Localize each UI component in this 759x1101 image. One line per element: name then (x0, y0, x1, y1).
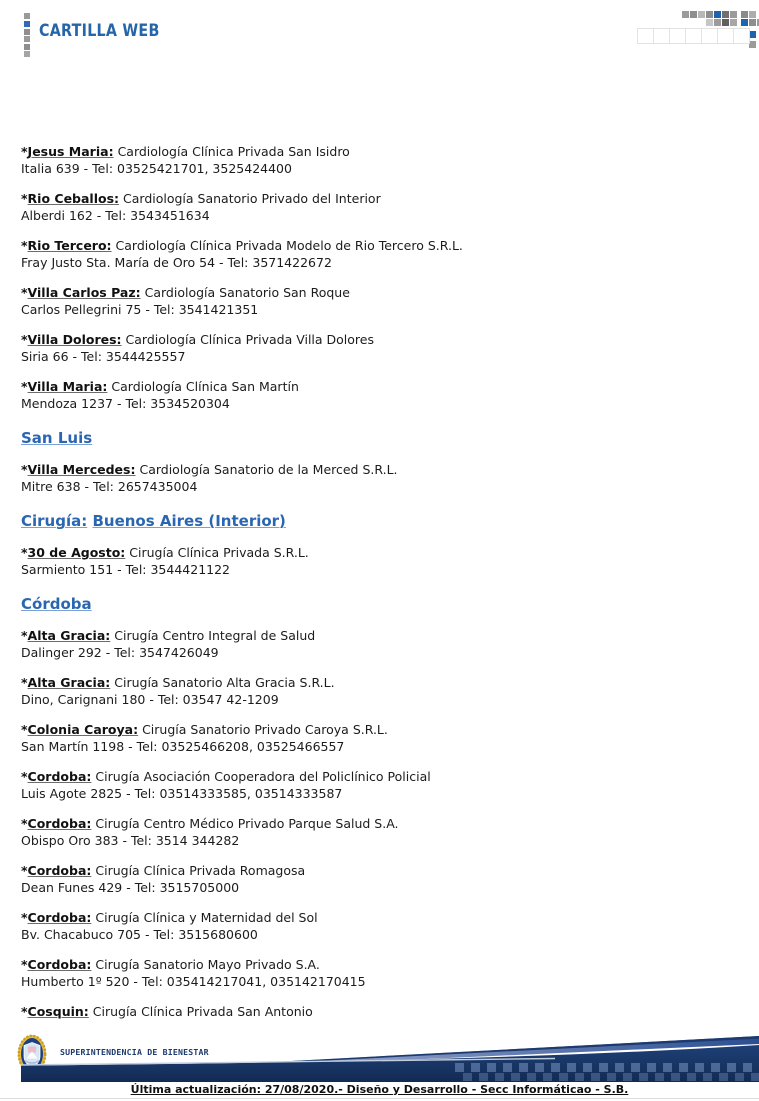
entry-city-name: Cosquin: (27, 1004, 89, 1019)
entry-provider-name: Cirugía Clínica Privada San Antonio (92, 1004, 313, 1019)
section-heading-cirugia (21, 511, 731, 531)
entry-address: Dino, Carignani 180 - Tel: 03547 42-1209 (21, 692, 279, 707)
entry-provider-name: Cardiología Sanatorio San Roque (144, 285, 350, 300)
provider-entry (21, 331, 731, 365)
entry-address: Dalinger 292 - Tel: 3547426049 (21, 645, 219, 660)
entry-city-name: Rio Ceballos: (27, 191, 120, 206)
entry-provider-name: Cirugía Clínica y Maternidad del Sol (95, 910, 318, 925)
entry-bullet: * (21, 1004, 28, 1019)
entry-bullet: * (21, 769, 28, 784)
entry-city-name: Villa Mercedes: (27, 462, 136, 477)
app-title: CARTILLA WEB (39, 21, 160, 41)
entry-bullet: * (21, 957, 28, 972)
entry-provider-name: Cirugía Clínica Privada S.R.L. (129, 545, 309, 560)
entry-provider-name: Cardiología Clínica San Martín (111, 379, 299, 394)
entry-bullet: * (21, 285, 28, 300)
entry-provider-name: Cirugía Centro Médico Privado Parque Salud S.A. (95, 816, 399, 831)
update-text: Última actualización: 27/08/2020.- Diseño y Desarrollo - Secc Informáticao - S.B. (130, 1083, 629, 1096)
section-link[interactable]: San Luis (21, 429, 93, 447)
entry-address: Bv. Chacabuco 705 - Tel: 3515680600 (21, 927, 258, 942)
entry-provider-name: Cirugía Clínica Privada Romagosa (95, 863, 306, 878)
entry-bullet: * (21, 675, 28, 690)
entry-bullet: * (21, 722, 28, 737)
entry-city-name: Rio Tercero: (27, 238, 112, 253)
entry-bullet: * (21, 144, 28, 159)
brand-pixel-strip-icon (24, 13, 30, 19)
entry-address: Mendoza 1237 - Tel: 3534520304 (21, 396, 230, 411)
entry-address: Italia 639 - Tel: 03525421701, 3525424400 (21, 161, 292, 176)
entry-provider-name: Cirugía Asociación Cooperadora del Policlínico Policial (95, 769, 431, 784)
entry-address: Sarmiento 151 - Tel: 3544421122 (21, 562, 231, 577)
entry-address: Obispo Oro 383 - Tel: 3514 344282 (21, 833, 240, 848)
provider-entry (21, 768, 731, 802)
entry-address: Carlos Pellegrini 75 - Tel: 3541421351 (21, 302, 259, 317)
provider-entry (21, 956, 731, 990)
provider-entry (21, 674, 731, 708)
section-heading-cordoba (21, 594, 731, 614)
entry-address: Fray Justo Sta. María de Oro 54 - Tel: 3571422672 (21, 255, 332, 270)
provider-entry (21, 862, 731, 896)
entry-address: Alberdi 162 - Tel: 3543451634 (21, 208, 210, 223)
entry-city-name: Cordoba: (27, 816, 92, 831)
org-name: SUPERINTENDENCIA DE BIENESTAR (60, 1047, 209, 1057)
provider-entry (21, 461, 731, 495)
provider-entry (21, 544, 731, 578)
entry-city-name: Cordoba: (27, 863, 92, 878)
entry-bullet: * (21, 462, 28, 477)
entry-bullet: * (21, 545, 28, 560)
update-status-line (0, 1083, 759, 1097)
entry-city-name: Cordoba: (27, 957, 92, 972)
entry-bullet: * (21, 816, 28, 831)
entry-city-name: Villa Carlos Paz: (27, 285, 141, 300)
entry-address: San Martín 1198 - Tel: 03525466208, 03525466557 (21, 739, 345, 754)
pixel-mosaic-outline-icon (637, 28, 750, 44)
section-link[interactable]: Córdoba (21, 595, 92, 613)
page-header (0, 0, 759, 60)
entry-provider-name: Cardiología Clínica Privada San Isidro (117, 144, 350, 159)
entry-provider-name: Cirugía Sanatorio Mayo Privado S.A. (95, 957, 320, 972)
provider-entry (21, 284, 731, 318)
provider-entry (21, 143, 731, 177)
entry-city-name: 30 de Agosto: (27, 545, 126, 560)
entry-city-name: Alta Gracia: (27, 628, 111, 643)
entry-city-name: Villa Maria: (27, 379, 108, 394)
entry-provider-name: Cardiología Clínica Privada Villa Dolores (125, 332, 374, 347)
bottom-divider (0, 1098, 759, 1099)
entry-bullet: * (21, 191, 28, 206)
entry-address: Mitre 638 - Tel: 2657435004 (21, 479, 198, 494)
provider-entry (21, 190, 731, 224)
provider-entry (21, 815, 731, 849)
provider-directory (21, 143, 731, 1033)
provider-entry (21, 627, 731, 661)
entry-bullet: * (21, 238, 28, 253)
section-link-region[interactable]: Buenos Aires (Interior) (92, 512, 286, 530)
entry-city-name: Colonia Caroya: (27, 722, 139, 737)
entry-city-name: Cordoba: (27, 910, 92, 925)
provider-entry (21, 1003, 731, 1020)
entry-bullet: * (21, 332, 28, 347)
entry-bullet: * (21, 863, 28, 878)
section-heading-san-luis (21, 428, 731, 448)
entry-provider-name: Cardiología Sanatorio Privado del Interior (123, 191, 381, 206)
entry-provider-name: Cirugía Sanatorio Privado Caroya S.R.L. (142, 722, 388, 737)
entry-bullet: * (21, 379, 28, 394)
entry-bullet: * (21, 628, 28, 643)
entry-address: Luis Agote 2825 - Tel: 03514333585, 03514333587 (21, 786, 343, 801)
footer-pixel-row-icon (455, 1063, 759, 1072)
entry-provider-name: Cirugía Sanatorio Alta Gracia S.R.L. (114, 675, 335, 690)
section-link-specialty[interactable]: Cirugía: (21, 512, 88, 530)
pixel-mosaic-icon (682, 11, 689, 18)
provider-entry (21, 909, 731, 943)
entry-address: Siria 66 - Tel: 3544425557 (21, 349, 186, 364)
entry-provider-name: Cardiología Sanatorio de la Merced S.R.L. (139, 462, 398, 477)
footer-pixel-row-icon (463, 1073, 759, 1081)
entry-bullet: * (21, 910, 28, 925)
entry-provider-name: Cirugía Centro Integral de Salud (114, 628, 316, 643)
provider-entry (21, 378, 731, 412)
provider-entry (21, 237, 731, 271)
entry-address: Humberto 1º 520 - Tel: 035414217041, 035142170415 (21, 974, 366, 989)
entry-city-name: Villa Dolores: (27, 332, 122, 347)
entry-city-name: Jesus Maria: (27, 144, 114, 159)
provider-entry (21, 721, 731, 755)
entry-provider-name: Cardiología Clínica Privada Modelo de Rio Tercero S.R.L. (115, 238, 463, 253)
entry-address: Dean Funes 429 - Tel: 3515705000 (21, 880, 240, 895)
entry-city-name: Cordoba: (27, 769, 92, 784)
entry-city-name: Alta Gracia: (27, 675, 111, 690)
